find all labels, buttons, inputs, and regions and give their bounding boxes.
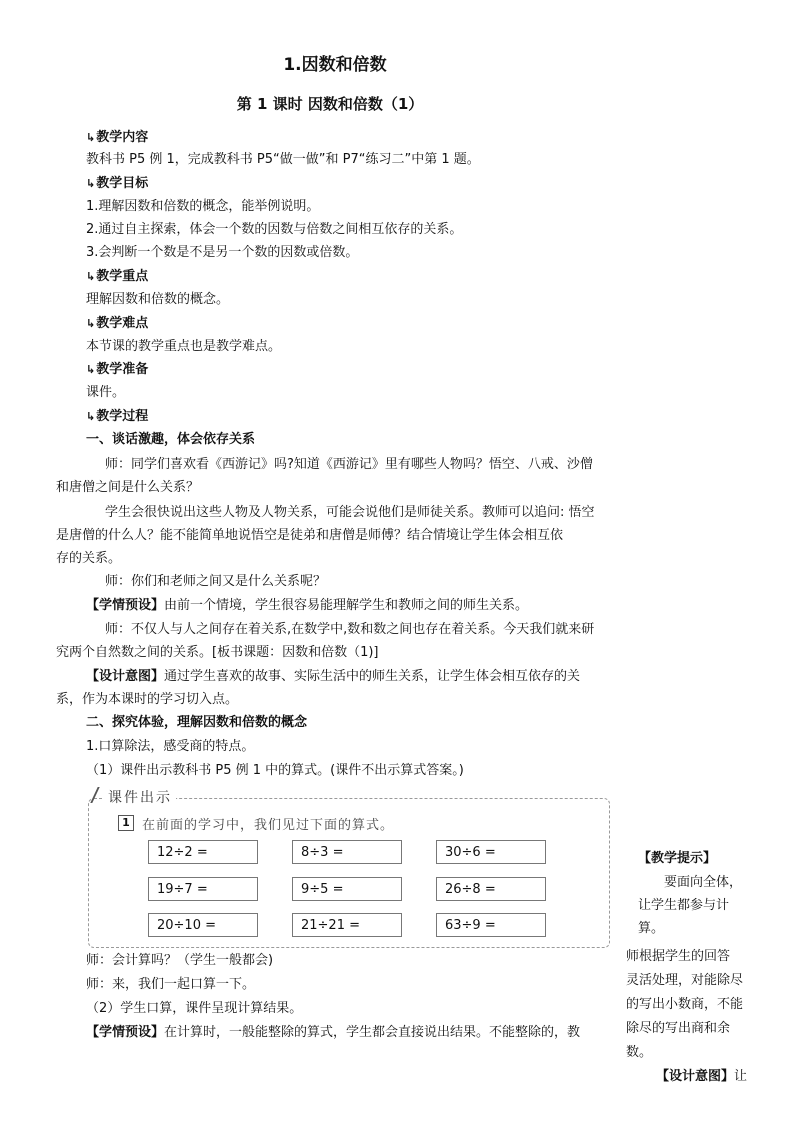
sidebar-line: 灵活处理，对能除尽 <box>626 973 744 988</box>
paragraph-line: （2）学生口算，课件呈现计算结果。 <box>86 1001 303 1016</box>
paragraph-line: 师：会计算吗？（学生一般都会) <box>86 953 274 968</box>
example-text: 在前面的学习中，我们见过下面的算式。 <box>142 818 395 833</box>
equation-cell: 63÷9 = <box>436 913 546 937</box>
sidebar-tip-heading: 【教学提示】 <box>638 851 717 866</box>
goal-item: 2.通过自主探索，体会一个数的因数与倍数之间相互依存的关系。 <box>86 222 463 237</box>
paragraph-line: （1）课件出示教科书 P5 例 1 中的算式。(课件不出示算式答案。) <box>86 763 464 778</box>
paragraph-line: 学生会很快说出这些人物及人物关系，可能会说他们是师徒关系。教师可以追问: 悟空 <box>105 505 595 520</box>
sidebar-line: 让 <box>734 1069 748 1084</box>
section-heading-key: ↳ 教学重点 <box>86 267 148 287</box>
equation-cell: 26÷8 = <box>436 877 546 901</box>
sidebar-line: 要面向全体， <box>664 875 743 890</box>
equation-cell: 12÷2 = <box>148 840 258 864</box>
sidebar-line: 数。 <box>626 1045 653 1060</box>
goal-item: 1.理解因数和倍数的概念，能举例说明。 <box>86 199 320 214</box>
paragraph-line: 存的关系。 <box>56 551 122 566</box>
equation-cell: 20÷10 = <box>148 913 258 937</box>
paragraph-line: 师：不仅人与人之间存在着关系,在数学中,数和数之间也存在着关系。今天我们就来研 <box>105 622 595 637</box>
prep-text: 课件。 <box>86 385 126 400</box>
section-heading-prep: ↳ 教学准备 <box>86 360 148 380</box>
lesson-subtitle: 第 1 课时 因数和倍数（1） <box>236 95 424 113</box>
paragraph-line <box>86 667 580 687</box>
paragraph-line: 1.口算除法，感受商的特点。 <box>86 739 255 754</box>
part1-heading: 一、谈话激趣，体会依存关系 <box>86 432 256 447</box>
sidebar-design-heading: 【设计意图】 <box>656 1069 735 1084</box>
section-heading-goals: ↳ 教学目标 <box>86 174 148 194</box>
section-heading-content: ↳ 教学内容 <box>86 128 148 148</box>
page-title: 1.因数和倍数 <box>283 55 387 75</box>
part2-heading: 二、探究体验，理解因数和倍数的概念 <box>86 715 308 730</box>
tag-text: 在计算时，一般能整除的算式，学生都会直接说出结果。不能整除的，教 <box>164 1025 581 1040</box>
paragraph-line: 是唐僧的什么人？能不能简单地说悟空是徒弟和唐僧是师傅？结合情境让学生体会相互依 <box>56 528 564 543</box>
paragraph-line: 师：来，我们一起口算一下。 <box>86 977 256 992</box>
equation-cell: 30÷6 = <box>436 840 546 864</box>
key-text: 理解因数和倍数的概念。 <box>86 292 230 307</box>
paragraph-line: 师：你们和老师之间又是什么关系呢？ <box>105 574 327 589</box>
tag-label: 【设计意图】 <box>86 669 165 684</box>
content-text: 教科书 P5 例 1，完成教科书 P5“做一做”和 P7“练习二”中第 1 题。 <box>86 152 480 167</box>
paragraph-line: 和唐僧之间是什么关系？ <box>56 480 200 495</box>
equation-cell: 21÷21 = <box>292 913 402 937</box>
paragraph-line: 究两个自然数之间的关系。[板书课题：因数和倍数（1)] <box>56 645 379 660</box>
paragraph-line <box>86 1023 580 1043</box>
sidebar-line: 师根据学生的回答 <box>626 949 731 964</box>
paragraph-line: 系，作为本课时的学习切入点。 <box>56 692 239 707</box>
equation-cell: 9÷5 = <box>292 877 402 901</box>
sidebar-line: 算。 <box>638 921 665 936</box>
tag-text: 由前一个情境，学生很容易能理解学生和教师之间的师生关系。 <box>164 598 529 613</box>
tag-text: 通过学生喜欢的故事、实际生活中的师生关系，让学生体会相互依存的关 <box>164 669 581 684</box>
example-number-badge: 1 <box>118 815 134 831</box>
courseware-box-title: 课件出示 <box>104 787 176 807</box>
goal-item: 3.会判断一个数是不是另一个数的因数或倍数。 <box>86 245 359 260</box>
difficulty-text: 本节课的教学重点也是教学难点。 <box>86 339 282 354</box>
tag-label: 【学情预设】 <box>86 598 165 613</box>
equation-cell: 8÷3 = <box>292 840 402 864</box>
tag-label: 【学情预设】 <box>86 1025 165 1040</box>
section-heading-process: ↳ 教学过程 <box>86 407 148 427</box>
sidebar-design-line <box>656 1065 747 1088</box>
paragraph-line: 师：同学们喜欢看《西游记》吗?知道《西游记》里有哪些人物吗？悟空、八戒、沙僧 <box>105 457 593 472</box>
section-heading-difficulty: ↳ 教学难点 <box>86 314 148 334</box>
equation-cell: 19÷7 = <box>148 877 258 901</box>
paragraph-line <box>86 596 528 616</box>
sidebar-line: 的写出小数商，不能 <box>626 997 744 1012</box>
sidebar-line: 让学生都参与计 <box>638 898 730 913</box>
sidebar-line: 除尽的写出商和余 <box>626 1021 731 1036</box>
